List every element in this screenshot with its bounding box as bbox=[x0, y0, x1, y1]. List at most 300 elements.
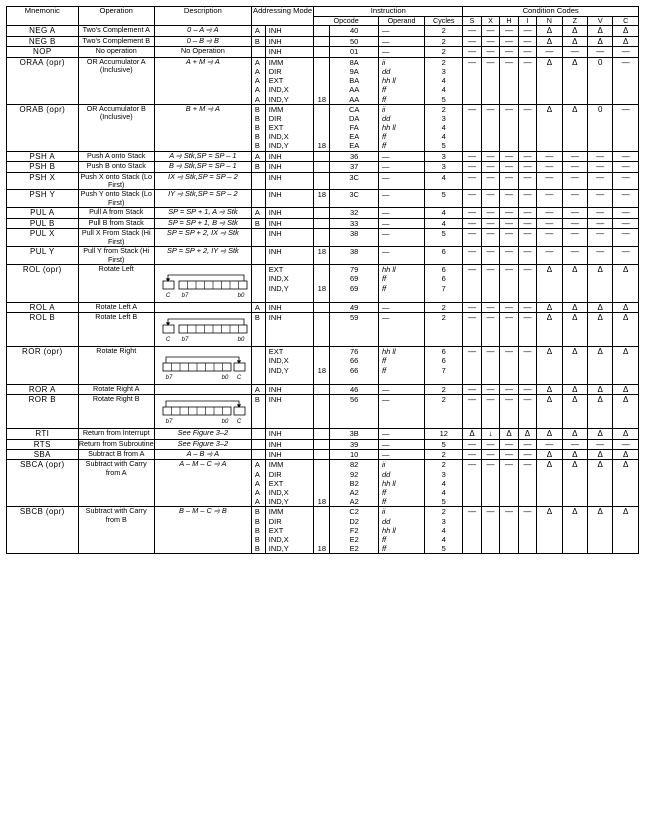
cell-description: B + M ⥤ A bbox=[154, 104, 251, 151]
addressing-mode-item: EXT bbox=[268, 123, 284, 133]
opcode-prefix bbox=[314, 105, 329, 151]
cell-cc-v: — bbox=[588, 229, 613, 247]
opcode-prefix-item bbox=[314, 132, 329, 141]
cell-cc-x: — bbox=[481, 26, 499, 36]
cell-cc-c: — bbox=[613, 247, 639, 265]
opcode-item: 39 bbox=[350, 439, 359, 449]
mode-register-item: B bbox=[254, 123, 260, 133]
cycles-item: 3 bbox=[441, 162, 446, 172]
cell-operation: Rotate Right A bbox=[78, 384, 154, 394]
addressing-mode-item: INH bbox=[268, 190, 282, 200]
cycles bbox=[425, 265, 462, 293]
table-row bbox=[7, 218, 639, 228]
addressing-mode-item: IND,X bbox=[268, 487, 289, 497]
addressing-mode-item: INH bbox=[268, 162, 282, 172]
opcode-prefix bbox=[314, 460, 329, 506]
opcode-item: 3B bbox=[349, 429, 359, 439]
opcode-item: 59 bbox=[350, 313, 359, 323]
cycles-item: 4 bbox=[441, 132, 446, 142]
opcode-item: 49 bbox=[350, 302, 359, 312]
cell-cc-i: — bbox=[518, 507, 536, 554]
cell-description bbox=[154, 313, 251, 347]
cell-cc-h: — bbox=[500, 47, 518, 57]
cell-mode-register bbox=[251, 218, 265, 228]
mode-register-item: A bbox=[254, 66, 260, 76]
mode-register-item bbox=[252, 173, 265, 182]
cycles-item: 3 bbox=[441, 113, 446, 123]
cell-addressing-mode bbox=[265, 47, 314, 57]
cell-opcode-prefix bbox=[314, 302, 330, 312]
opcode-item: EA bbox=[349, 141, 360, 151]
operand-item: — bbox=[381, 36, 390, 46]
addressing-mode-item: IND,X bbox=[268, 356, 289, 366]
table-row bbox=[7, 151, 639, 161]
mode-register-item: A bbox=[254, 478, 260, 488]
cell-cc-h: — bbox=[500, 36, 518, 46]
cell-cycles bbox=[425, 218, 463, 228]
cell-cycles bbox=[425, 151, 463, 161]
cell-mode-register bbox=[251, 208, 265, 218]
operand bbox=[379, 105, 424, 151]
table-row bbox=[7, 313, 639, 347]
cycles-item: 2 bbox=[441, 395, 446, 405]
cell-opcode bbox=[330, 47, 379, 57]
mode-register bbox=[252, 173, 265, 182]
cell-cc-c: — bbox=[613, 151, 639, 161]
cell-cc-v: Δ bbox=[588, 347, 613, 385]
cycles-item: 2 bbox=[441, 460, 446, 470]
cell-description: 0 – A ⥤ A bbox=[154, 26, 251, 36]
mode-register bbox=[252, 229, 265, 238]
cell-cc-i: — bbox=[518, 302, 536, 312]
cell-cycles bbox=[425, 302, 463, 312]
mode-register bbox=[252, 303, 265, 312]
cell-cc-v: — bbox=[588, 439, 613, 449]
cell-mode-register bbox=[251, 36, 265, 46]
addressing-mode bbox=[266, 152, 314, 161]
cycles bbox=[425, 507, 462, 553]
cell-cc-s: — bbox=[463, 36, 481, 46]
cell-cc-i: — bbox=[518, 247, 536, 265]
cell-cc-c: — bbox=[613, 229, 639, 247]
addressing-mode-item: DIR bbox=[268, 66, 282, 76]
cell-description: 0 – B ⥤ B bbox=[154, 36, 251, 46]
opcode bbox=[330, 247, 378, 256]
table-body bbox=[7, 26, 639, 554]
mode-register-item: B bbox=[254, 313, 260, 323]
opcode-prefix bbox=[314, 190, 329, 199]
addressing-mode-item: IND,X bbox=[268, 85, 289, 95]
operand-item: ff bbox=[381, 356, 387, 366]
mode-register-item bbox=[252, 247, 265, 256]
opcode-prefix-item bbox=[314, 105, 329, 114]
cell-operation: Rotate Left B bbox=[78, 313, 154, 347]
header-description: Description bbox=[154, 7, 251, 26]
addressing-mode-item: INH bbox=[268, 395, 282, 405]
cell-operand bbox=[378, 47, 424, 57]
cell-cycles bbox=[425, 208, 463, 218]
cell-cycles bbox=[425, 449, 463, 459]
opcode-prefix-item bbox=[314, 526, 329, 535]
mode-register-item: B bbox=[254, 141, 260, 151]
operand bbox=[379, 58, 424, 104]
mode-register-item: B bbox=[254, 104, 260, 114]
cell-cc-v: Δ bbox=[588, 460, 613, 507]
operand-item: — bbox=[381, 162, 390, 172]
opcode-prefix bbox=[314, 173, 329, 182]
cycles-item: 4 bbox=[441, 123, 446, 133]
addressing-mode-item: INH bbox=[268, 429, 282, 439]
cell-operand bbox=[378, 104, 424, 151]
cell-cc-i: — bbox=[518, 313, 536, 347]
cell-addressing-mode bbox=[265, 265, 314, 303]
opcode-item: 66 bbox=[350, 356, 359, 366]
cell-cc-i: — bbox=[518, 449, 536, 459]
cell-opcode bbox=[330, 429, 379, 439]
opcode-prefix bbox=[314, 429, 329, 438]
mode-register bbox=[252, 429, 265, 438]
addressing-mode-item: INH bbox=[268, 208, 282, 218]
opcode-item: 38 bbox=[350, 247, 359, 257]
rotate-right-diagram bbox=[155, 395, 251, 428]
svg-text:b0: b0 bbox=[221, 419, 229, 424]
cell-cycles bbox=[425, 265, 463, 303]
cell-opcode bbox=[330, 384, 379, 394]
opcode-prefix-item bbox=[314, 26, 329, 35]
cell-cc-v: — bbox=[588, 162, 613, 172]
cell-cc-z: Δ bbox=[562, 36, 587, 46]
cell-mnemonic: NEG A bbox=[7, 26, 79, 36]
cell-mnemonic: PUL Y bbox=[7, 247, 79, 265]
opcode bbox=[330, 208, 378, 217]
cell-cc-z: Δ bbox=[562, 507, 587, 554]
mode-register-item: B bbox=[254, 36, 260, 46]
cell-mode-register bbox=[251, 190, 265, 208]
operand bbox=[379, 173, 424, 182]
addressing-mode bbox=[266, 219, 314, 228]
cell-cc-v: Δ bbox=[588, 36, 613, 46]
opcode-item: D2 bbox=[349, 516, 359, 526]
cell-cc-x: — bbox=[481, 172, 499, 190]
opcode bbox=[330, 303, 378, 312]
cell-cc-n: — bbox=[537, 208, 562, 218]
addressing-mode-item: INH bbox=[268, 172, 282, 182]
operand-item: ff bbox=[381, 141, 387, 151]
cell-addressing-mode bbox=[265, 208, 314, 218]
opcode-prefix-item bbox=[314, 37, 329, 46]
cell-cc-h: — bbox=[500, 395, 518, 429]
cell-operation: Subtract with Carry from B bbox=[78, 507, 154, 554]
addressing-mode-item: IND,Y bbox=[268, 497, 289, 507]
cell-cc-c: Δ bbox=[613, 313, 639, 347]
addressing-mode-item: IND,Y bbox=[268, 365, 289, 375]
cell-cc-h: — bbox=[500, 302, 518, 312]
opcode bbox=[330, 173, 378, 182]
cell-addressing-mode bbox=[265, 36, 314, 46]
cell-description bbox=[154, 302, 251, 312]
opcode bbox=[330, 219, 378, 228]
mode-register bbox=[252, 247, 265, 256]
opcode-prefix-item bbox=[314, 67, 329, 76]
cycles bbox=[425, 440, 462, 449]
operand-item: — bbox=[381, 151, 390, 161]
addressing-mode-item: IMM bbox=[268, 57, 284, 67]
cycles bbox=[425, 303, 462, 312]
cell-opcode bbox=[330, 151, 379, 161]
cycles bbox=[425, 229, 462, 238]
cell-description: See Figure 3–2 bbox=[154, 429, 251, 439]
table-row bbox=[7, 26, 639, 36]
svg-text:b0: b0 bbox=[221, 375, 229, 380]
cell-cc-h: — bbox=[500, 151, 518, 161]
opcode-prefix-item bbox=[314, 450, 329, 459]
cell-mnemonic: SBCA (opr) bbox=[7, 460, 79, 507]
cell-cc-s: — bbox=[463, 26, 481, 36]
operand-item: dd bbox=[381, 516, 391, 526]
cell-cc-s: — bbox=[463, 190, 481, 208]
mode-register bbox=[252, 152, 265, 161]
cell-mode-register bbox=[251, 507, 265, 554]
addressing-mode bbox=[266, 265, 314, 293]
cell-addressing-mode bbox=[265, 26, 314, 36]
cell-cc-x: — bbox=[481, 439, 499, 449]
cycles bbox=[425, 162, 462, 171]
addressing-mode-item: IND,X bbox=[268, 534, 289, 544]
cell-cc-s: — bbox=[463, 247, 481, 265]
cell-mnemonic: PUL A bbox=[7, 208, 79, 218]
cell-cc-v: — bbox=[588, 208, 613, 218]
cell-cc-c: Δ bbox=[613, 302, 639, 312]
svg-text:b7: b7 bbox=[181, 293, 189, 298]
opcode bbox=[330, 190, 378, 199]
opcode bbox=[330, 229, 378, 238]
cell-addressing-mode bbox=[265, 429, 314, 439]
mode-register-item: A bbox=[254, 57, 260, 67]
cell-cc-h: — bbox=[500, 26, 518, 36]
addressing-mode-item: INH bbox=[268, 384, 282, 394]
cell-cycles bbox=[425, 190, 463, 208]
cell-cc-i: — bbox=[518, 229, 536, 247]
cell-cc-v: Δ bbox=[588, 449, 613, 459]
cell-cc-v: Δ bbox=[588, 302, 613, 312]
opcode-prefix-item bbox=[314, 356, 329, 365]
cell-description bbox=[154, 384, 251, 394]
cell-addressing-mode bbox=[265, 449, 314, 459]
cell-cc-i: — bbox=[518, 190, 536, 208]
cell-operation: Pull Y from Stack (Hi First) bbox=[78, 247, 154, 265]
addressing-mode-item: IND,Y bbox=[268, 544, 289, 554]
cell-description: IY ⥤ Stk,SP = SP – 2 bbox=[154, 190, 251, 208]
cycles-item: 2 bbox=[441, 302, 446, 312]
cycles-item: 3 bbox=[441, 516, 446, 526]
cell-mnemonic: ROL B bbox=[7, 313, 79, 347]
cell-cc-i: — bbox=[518, 384, 536, 394]
cell-cc-z: Δ bbox=[562, 26, 587, 36]
cell-operand bbox=[378, 265, 424, 303]
cell-cycles bbox=[425, 507, 463, 554]
cell-mnemonic: PSH A bbox=[7, 151, 79, 161]
cell-cc-z: — bbox=[562, 439, 587, 449]
opcode bbox=[330, 47, 378, 56]
addressing-mode-item: IND,X bbox=[268, 274, 289, 284]
cell-cycles bbox=[425, 247, 463, 265]
cell-description: A – B ⥤ A bbox=[154, 449, 251, 459]
header-cycles: Cycles bbox=[425, 16, 463, 25]
cell-cc-s: — bbox=[463, 57, 481, 104]
cell-cc-s: — bbox=[463, 507, 481, 554]
cycles-item: 6 bbox=[441, 247, 446, 257]
cell-addressing-mode bbox=[265, 507, 314, 554]
addressing-mode-item: EXT bbox=[268, 76, 284, 86]
cell-cc-z: — bbox=[562, 218, 587, 228]
cell-cc-c: Δ bbox=[613, 36, 639, 46]
cycles-item: 5 bbox=[441, 497, 446, 507]
mode-register-item: A bbox=[254, 302, 260, 312]
cell-cc-x: — bbox=[481, 384, 499, 394]
opcode-prefix-item bbox=[314, 488, 329, 497]
table-row bbox=[7, 172, 639, 190]
cell-cc-v: 0 bbox=[588, 104, 613, 151]
cell-mnemonic: ROL A bbox=[7, 302, 79, 312]
cell-description bbox=[154, 347, 251, 385]
cell-cc-s: — bbox=[463, 347, 481, 385]
cell-operation: Push Y onto Stack (Lo First) bbox=[78, 190, 154, 208]
cell-cc-n: — bbox=[537, 218, 562, 228]
operand-item: ff bbox=[381, 94, 387, 104]
cell-mnemonic: PSH Y bbox=[7, 190, 79, 208]
table-row bbox=[7, 247, 639, 265]
mode-register bbox=[252, 58, 265, 104]
mode-register bbox=[252, 162, 265, 171]
table-row bbox=[7, 302, 639, 312]
opcode bbox=[330, 429, 378, 438]
cell-opcode bbox=[330, 313, 379, 347]
opcode bbox=[330, 105, 378, 151]
cell-mode-register bbox=[251, 162, 265, 172]
mode-register-item: B bbox=[254, 534, 260, 544]
cell-opcode-prefix bbox=[314, 347, 330, 385]
opcode-prefix bbox=[314, 303, 329, 312]
addressing-mode bbox=[266, 105, 314, 151]
cell-mode-register bbox=[251, 172, 265, 190]
cell-addressing-mode bbox=[265, 172, 314, 190]
cell-opcode-prefix bbox=[314, 384, 330, 394]
cell-cc-s: — bbox=[463, 439, 481, 449]
cell-opcode-prefix bbox=[314, 460, 330, 507]
mode-register bbox=[252, 105, 265, 151]
cell-cc-x: — bbox=[481, 190, 499, 208]
cell-cycles bbox=[425, 26, 463, 36]
mode-register bbox=[252, 440, 265, 449]
cell-cc-z: Δ bbox=[562, 449, 587, 459]
cell-cc-s: — bbox=[463, 395, 481, 429]
opcode-item: E2 bbox=[349, 534, 359, 544]
svg-text:b7: b7 bbox=[165, 419, 173, 424]
cell-cc-s: — bbox=[463, 449, 481, 459]
cell-opcode-prefix bbox=[314, 395, 330, 429]
opcode-prefix-item bbox=[314, 274, 329, 283]
addressing-mode-item: EXT bbox=[268, 265, 284, 275]
cell-opcode-prefix bbox=[314, 151, 330, 161]
cell-description: No Operation bbox=[154, 47, 251, 57]
table-row bbox=[7, 208, 639, 218]
cycles bbox=[425, 208, 462, 217]
cell-cc-n: Δ bbox=[537, 302, 562, 312]
table-row bbox=[7, 162, 639, 172]
cell-operation: No operation bbox=[78, 47, 154, 57]
cycles bbox=[425, 460, 462, 506]
cycles bbox=[425, 347, 462, 375]
table-row bbox=[7, 460, 639, 507]
header-cc-z: Z bbox=[562, 16, 587, 25]
addressing-mode bbox=[266, 313, 314, 322]
cell-mode-register bbox=[251, 47, 265, 57]
cell-cc-v: — bbox=[588, 172, 613, 190]
cell-operation: Rotate Right bbox=[78, 347, 154, 385]
cell-operand bbox=[378, 384, 424, 394]
addressing-mode-item: DIR bbox=[268, 113, 282, 123]
cell-cycles bbox=[425, 384, 463, 394]
table-row bbox=[7, 190, 639, 208]
cell-operand bbox=[378, 395, 424, 429]
opcode-item: 40 bbox=[350, 26, 359, 36]
cell-opcode-prefix bbox=[314, 449, 330, 459]
operand-item: ff bbox=[381, 274, 387, 284]
cell-opcode-prefix bbox=[314, 162, 330, 172]
cell-cycles bbox=[425, 104, 463, 151]
header-addressing-mode: Addressing Mode bbox=[251, 7, 313, 26]
cell-addressing-mode bbox=[265, 384, 314, 394]
cell-cc-c: — bbox=[613, 104, 639, 151]
cell-cc-h: — bbox=[500, 507, 518, 554]
addressing-mode-item: INH bbox=[268, 229, 282, 239]
cell-mode-register bbox=[251, 384, 265, 394]
addressing-mode-item: IMM bbox=[268, 507, 284, 517]
opcode-prefix-item: 18 bbox=[317, 190, 327, 200]
table-row bbox=[7, 449, 639, 459]
header-cc-x: X bbox=[481, 16, 499, 25]
cell-cc-x: — bbox=[481, 460, 499, 507]
mode-register-item: B bbox=[254, 132, 260, 142]
addressing-mode-item: IMM bbox=[268, 104, 284, 114]
cell-mode-register bbox=[251, 302, 265, 312]
cell-cc-v: Δ bbox=[588, 395, 613, 429]
cell-operation: Pull A from Stack bbox=[78, 208, 154, 218]
cycles-item: 7 bbox=[441, 365, 446, 375]
opcode bbox=[330, 152, 378, 161]
cell-cc-c: Δ bbox=[613, 26, 639, 36]
opcode-prefix bbox=[314, 440, 329, 449]
opcode-prefix bbox=[314, 47, 329, 56]
header-cc-s: S bbox=[463, 16, 481, 25]
operand-item: — bbox=[381, 384, 390, 394]
cell-opcode-prefix bbox=[314, 429, 330, 439]
opcode-prefix bbox=[314, 229, 329, 238]
svg-text:b7: b7 bbox=[165, 375, 173, 380]
cell-cc-n: Δ bbox=[537, 384, 562, 394]
cell-cc-s: — bbox=[463, 104, 481, 151]
cell-opcode bbox=[330, 172, 379, 190]
cycles-item: 6 bbox=[441, 356, 446, 366]
table-row bbox=[7, 347, 639, 385]
cell-operand bbox=[378, 449, 424, 459]
cell-addressing-mode bbox=[265, 190, 314, 208]
cycles-item: 5 bbox=[441, 439, 446, 449]
opcode-item: 32 bbox=[350, 208, 359, 218]
cell-mode-register bbox=[251, 449, 265, 459]
cell-cycles bbox=[425, 395, 463, 429]
mode-register-item: A bbox=[254, 497, 260, 507]
